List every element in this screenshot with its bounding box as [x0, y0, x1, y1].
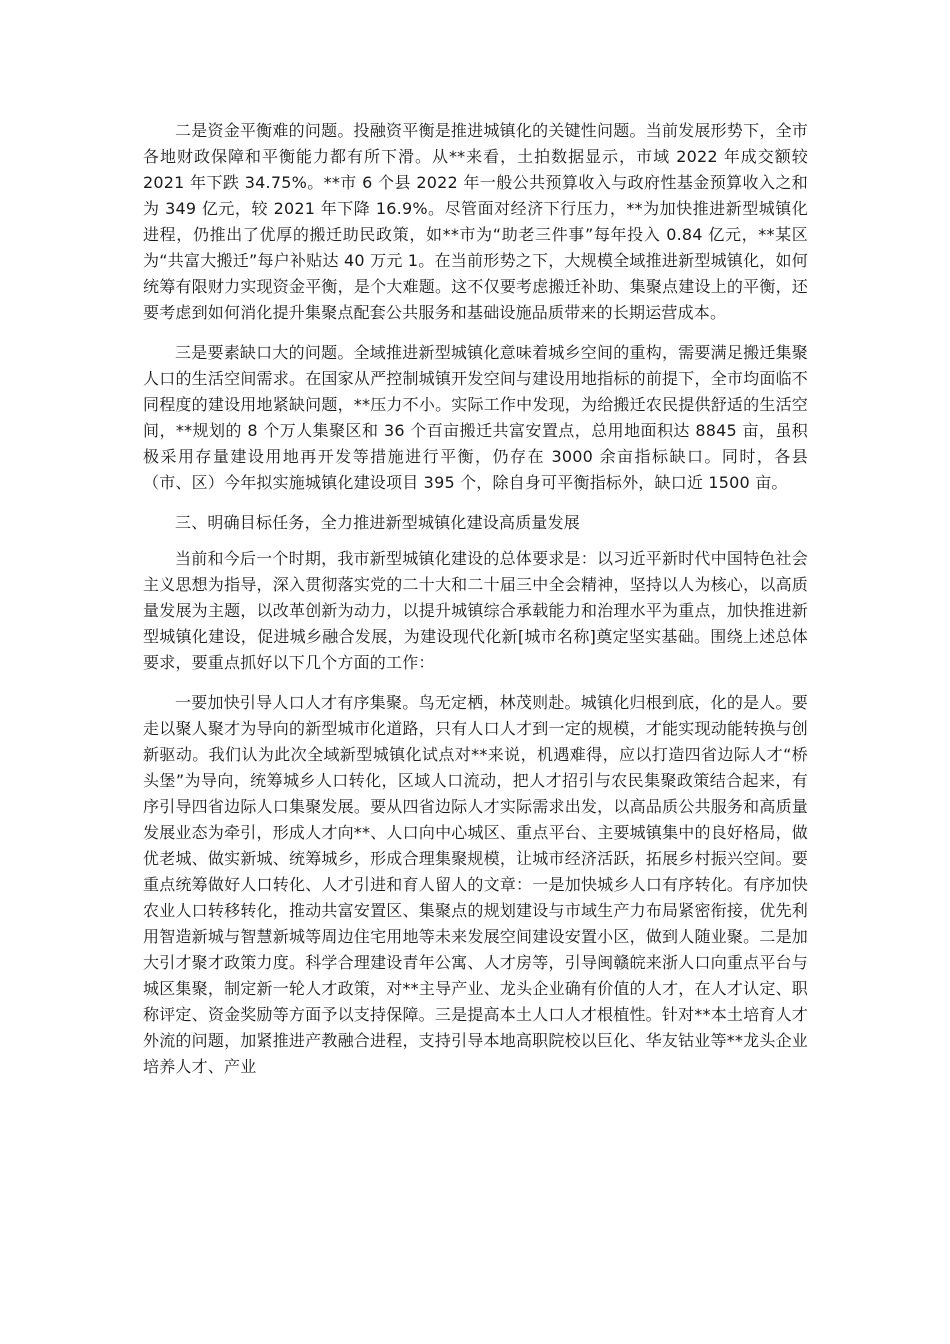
- paragraph-overall-requirements: 当前和今后一个时期，我市新型城镇化建设的总体要求是：以习近平新时代中国特色社会主义思想为指导，深入贯彻落实党的二十大和二十届三中全会精神，坚持以人为核心，以高质量发展为主题，以改革创新为动力，以提升城镇综合承载能力和治理水平为重点，加快推进新型城镇化建设，促进城乡融合发展，为建设现代化新[城市名称]奠定坚实基础。围绕上述总体要求，要重点抓好以下几个方面的工作：: [143, 549, 808, 672]
- document-page: [143, 118, 808, 1094]
- paragraph-population-talent: 一要加快引导人口人才有序集聚。鸟无定栖，林茂则赴。城镇化归根到底，化的是人。要走以聚人聚才为导向的新型城市化道路，只有人口人才到一定的规模，才能实现动能转换与创新驱动。我们认为此次全域新型城镇化试点对**来说，机遇难得，应以打造四省边际人才“桥头堡”为导向，统筹城乡人口转化，区域人口流动，把人才招引与农民集聚政策结合起来，有序引导四省边际人口集聚发展。要从四省边际人才实际需求出发，以高品质公共服务和高质量发展业态为牵引，形成人才向**、人口向中心城区、重点平台、主要城镇集中的良好格局，做优老城、做实新城、统筹城乡，形成合理集聚规模，让城市经济活跃，拓展乡村振兴空间。要重点统筹做好人口转化、人才引进和育人留人的文章：一是加快城乡人口有序转化。有序加快农业人口转移转化，推动共富安置区、集聚点的规划建设与市域生产力布局紧密衔接，优先利用智造新城与智慧新城等周边住宅用地等未来发展空间建设安置小区，做到人随业聚。二是加大引才聚才政策力度。科学合理建设青年公寓、人才房等，引导闽赣皖来浙人口向重点平台与城区集聚，制定新一轮人才政策，对**主导产业、龙头企业确有价值的人才，在人才认定、职称评定、资金奖励等方面予以支持保障。三是提高本土人口人才根植性。针对**本土培育人才外流的问题，加紧推进产教融合进程，支持引导本地高职院校以巨化、华友钴业等**龙头企业培养人才、产业: [143, 693, 808, 1076]
- paragraph-resource-gap: 三是要素缺口大的问题。全域推进新型城镇化意味着城乡空间的重构，需要满足搬迁集聚人口的生活空间需求。在国家从严控制城镇开发空间与建设用地指标的前提下，全市均面临不同程度的建设用地紧缺问题，**压力不小。实际工作中发现，为给搬迁农民提供舒适的生活空间，**规划的 8 个万人集聚区和 36 个百亩搬迁共富安置点，总用地面积达 8845 亩，虽积极采用存量建设用地再开发等措施进行平衡，仍存在 3000 余亩指标缺口。同时，各县（市、区）今年拟实施城镇化建设项目 395 个，除自身可平衡指标外，缺口近 1500 亩。: [143, 343, 808, 492]
- section-heading: 三、明确目标任务，全力推进新型城镇化建设高质量发展: [175, 513, 581, 532]
- paragraph-funding-balance: 二是资金平衡难的问题。投融资平衡是推进城镇化的关键性问题。当前发展形势下，全市各地财政保障和平衡能力都有所下滑。从**来看，土拍数据显示，市域 2022 年成交额较 2021 年下跌 34.75%。**市 6 个县 2022 年一般公共预算收入与政府性基金预算收入之和为 349 亿元，较 2021 年下降 16.9%。尽管面对经济下行压力，**为加快推进新型城镇化进程，仍推出了优厚的搬迁助民政策，如**市为“助老三件事”每年投入 0.84 亿元，**某区为“共富大搬迁”每户补贴达 40 万元 1。在当前形势之下，大规模全域推进新型城镇化，如何统筹有限财力实现资金平衡，是个大难题。这不仅要考虑搬迁补助、集聚点建设上的平衡，还要考虑到如何消化提升集聚点配套公共服务和基础设施品质带来的长期运营成本。: [143, 121, 808, 322]
